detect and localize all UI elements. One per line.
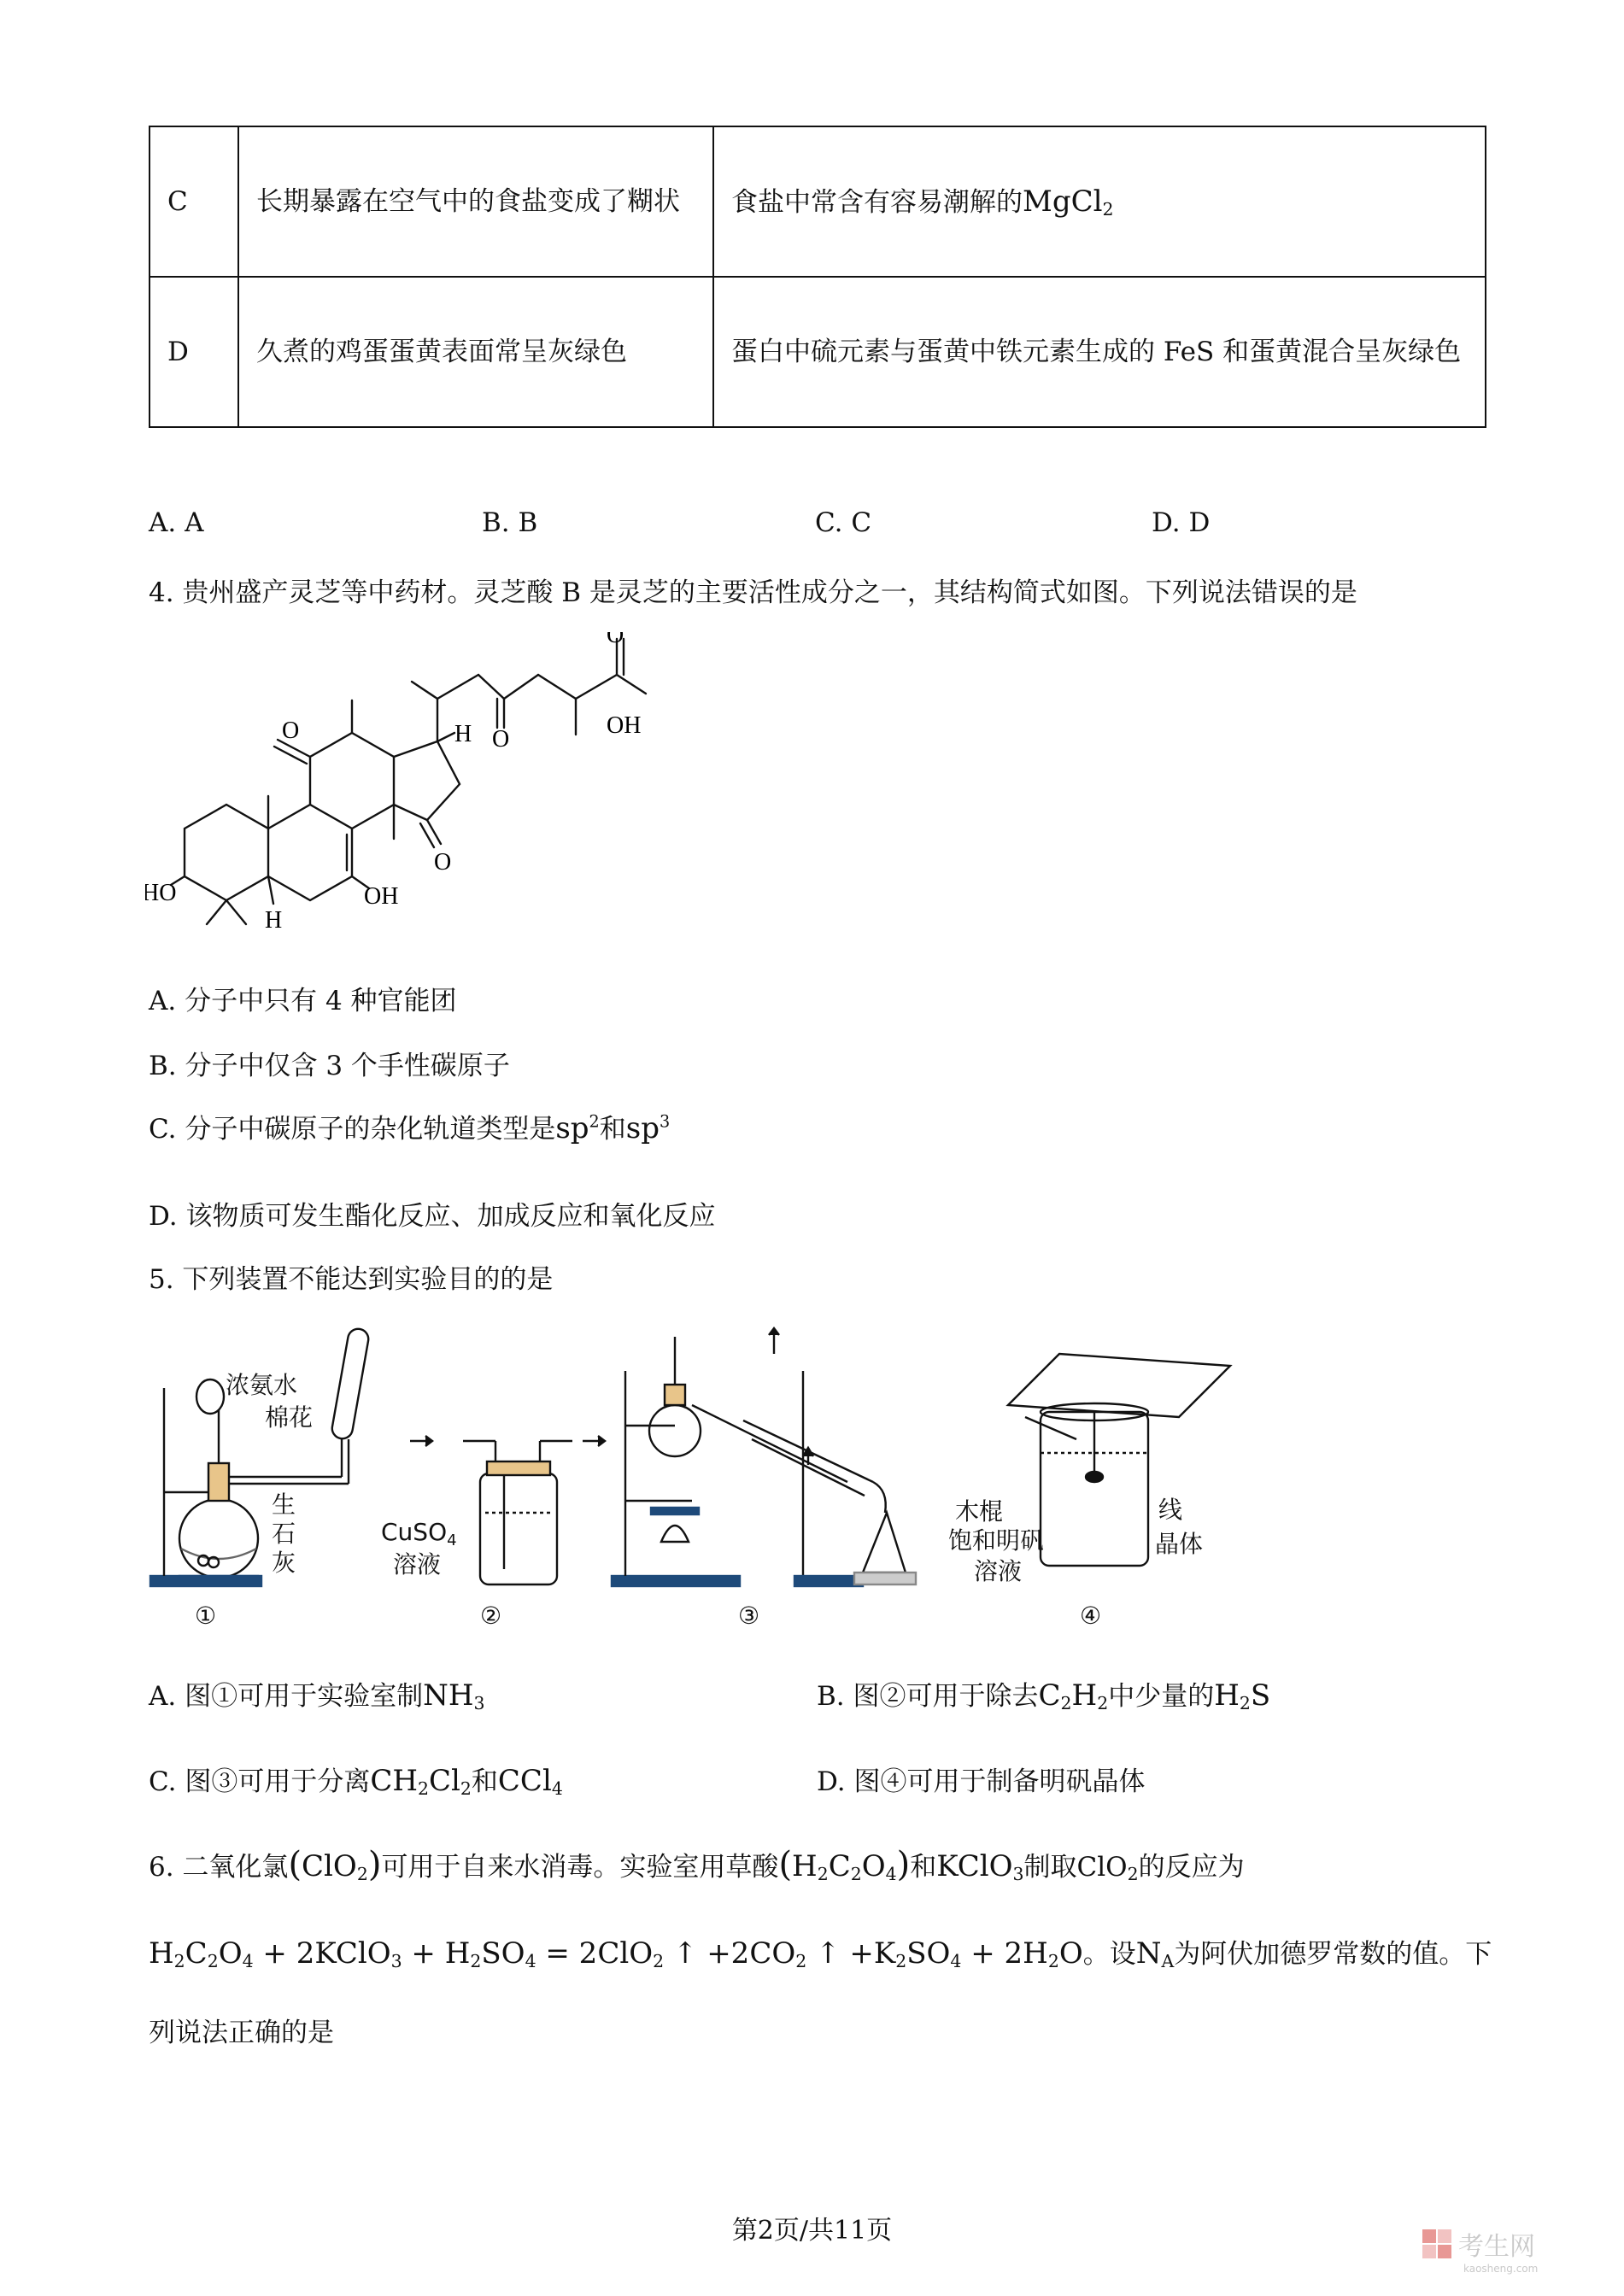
label-o-ketone: O (492, 726, 510, 753)
q5-option-d: D. 图④可用于制备明矾晶体 (817, 1766, 1146, 1797)
q5-stem: 5. 下列装置不能达到实验目的的是 (149, 1264, 554, 1295)
structure-svg (145, 632, 675, 948)
label-thread: 线 (1158, 1496, 1183, 1524)
label-h2: H (265, 907, 283, 934)
q5-option-b: B. 图②可用于除去$C_2H_2$中少量的$H_2S$ (817, 1678, 1271, 1714)
label-fig1: ① (195, 1602, 217, 1630)
apparatus-svg (145, 1320, 1239, 1636)
table-row (150, 126, 1486, 277)
label-solution-2: 溶液 (393, 1550, 442, 1578)
label-crystal: 晶体 (1155, 1530, 1204, 1558)
explanation-cell: 蛋白中硫元素与蛋黄中铁元素生成的 FeS 和蛋黄混合呈灰绿色 (713, 277, 1486, 427)
explanation-cell: 食盐中常含有容易潮解的MgCl$_2$ (713, 126, 1486, 277)
phenomenon-cell: 长期暴露在空气中的食盐变成了糊状 (238, 126, 713, 277)
logo-icon (1419, 2219, 1590, 2279)
row-label: D (150, 277, 238, 427)
label-ho: HO (145, 880, 177, 906)
label-oh2: OH (364, 883, 399, 910)
q4-option-b: B. 分子中仅含 3 个手性碳原子 (149, 1051, 510, 1081)
q6-equation-line: $H_2C_2O_4$ + 2KClO$_3$ + $H_2SO_4 = 2ClO_2$ ↑ $+2CO_2$ ↑ $+K_2SO_4 + 2H_2O$。设$N_A$为阿伏加德罗常数的值。下 (149, 1936, 1492, 1972)
label-cuso4: CuSO$_4$ (381, 1518, 457, 1549)
label-stick: 木棍 (955, 1497, 1004, 1526)
q3-option-c: C. C (815, 507, 872, 538)
phenomenon-cell: 久煮的鸡蛋蛋黄表面常呈灰绿色 (238, 277, 713, 427)
q6-stem-line1: 6. 二氧化氯(ClO$_2$)可用于自来水消毒。实验室用草酸$(H_2C_2O_4)$和KClO$_3$制取ClO$_2$的反应为 (149, 1845, 1245, 1885)
label-fig3: ③ (738, 1602, 760, 1630)
watermark-logo (1419, 2219, 1590, 2279)
label-h1: H (454, 721, 472, 747)
label-alum-2: 溶液 (974, 1557, 1023, 1585)
q5-apparatus-figures (145, 1320, 1239, 1636)
label-ammonia: 浓氨水 (226, 1371, 298, 1399)
label-o4: O (434, 849, 452, 876)
q5-option-a: A. 图①可用于实验室制$NH_3$ (149, 1678, 485, 1714)
q3-option-a: A. A (149, 507, 204, 538)
q5-option-c: C. 图③可用于分离$CH_2Cl_2$和CCl$_4$ (149, 1764, 563, 1800)
label-alum-1: 饱和明矾 (948, 1526, 1045, 1555)
q4-option-a: A. 分子中只有 4 种官能团 (149, 986, 457, 1016)
page-footer: 第2页/共11页 (731, 2216, 893, 2246)
row-label: C (150, 126, 238, 277)
q3-option-d: D. D (1152, 507, 1211, 538)
label-fig2: ② (480, 1602, 502, 1630)
q4-stem: 4. 贵州盛产灵芝等中药材。灵芝酸 B 是灵芝的主要活性成分之一，其结构简式如图。下列说法错误的是 (149, 577, 1357, 608)
label-oh-acid: OH (607, 712, 642, 739)
table-row (150, 277, 1486, 427)
label-fig4: ④ (1080, 1602, 1102, 1630)
q3-option-b: B. B (482, 507, 538, 538)
ganoderic-acid-structure (145, 632, 675, 948)
svg-text:考生网: 考生网 (1458, 2232, 1535, 2262)
q4-option-c: C. 分子中碳原子的杂化轨道类型是$sp^2$和$sp^3$ (149, 1111, 671, 1145)
label-o1: O (282, 718, 300, 744)
q6-stem-line3: 列说法正确的是 (149, 2018, 334, 2048)
q3-table (149, 126, 1486, 428)
label-lime-2: 石 (272, 1520, 296, 1548)
q4-option-d: D. 该物质可发生酯化反应、加成反应和氧化反应 (149, 1201, 716, 1232)
label-cotton: 棉花 (265, 1403, 314, 1432)
svg-text:kaosheng.com: kaosheng.com (1463, 2263, 1539, 2275)
label-lime-3: 灰 (272, 1549, 296, 1577)
label-lime-1: 生 (272, 1491, 296, 1519)
label-o-acid: O (607, 632, 624, 648)
